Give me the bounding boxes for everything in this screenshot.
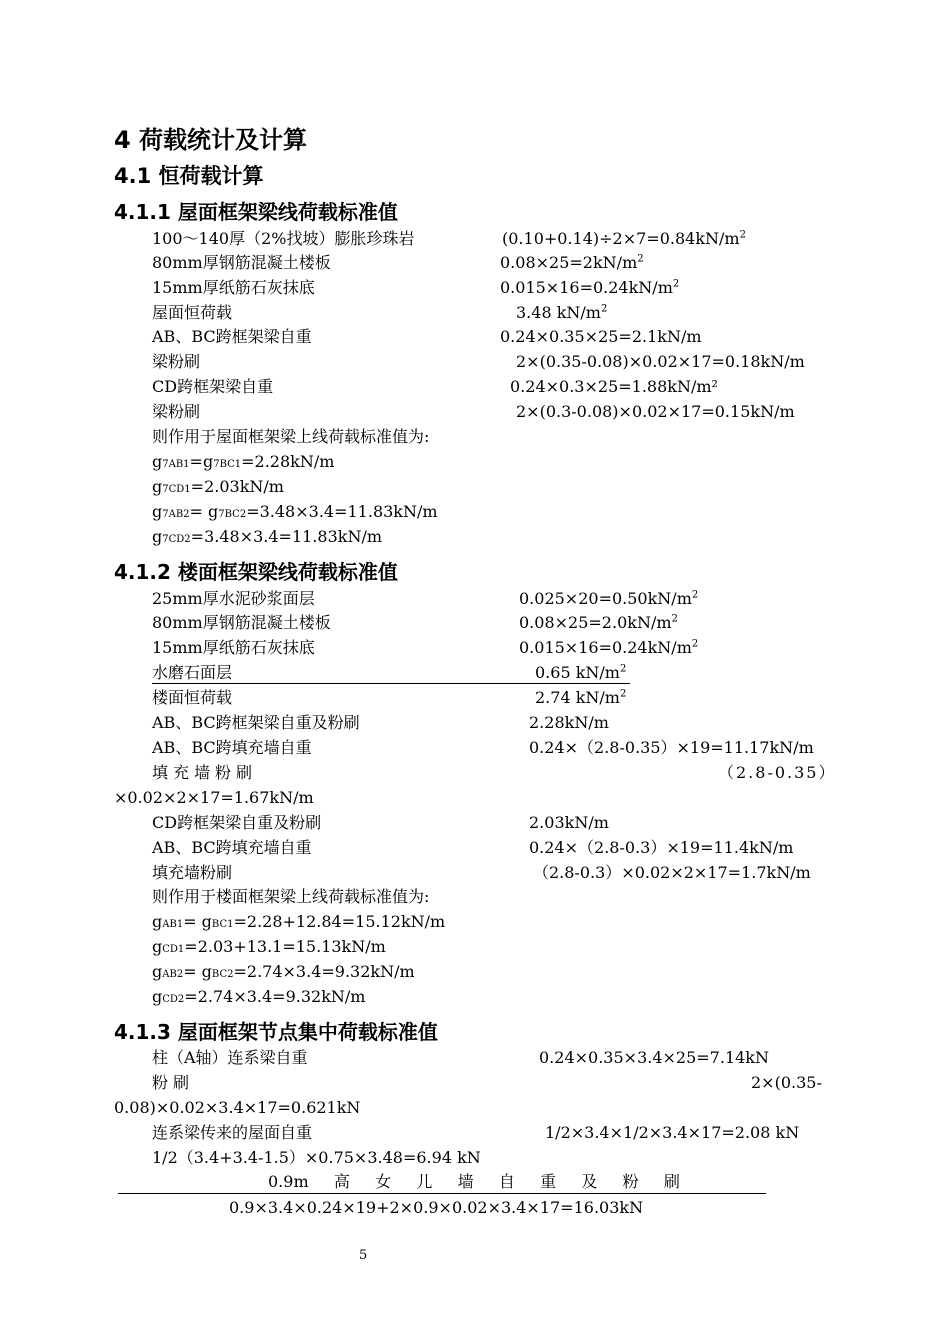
formula: g7AB2= g7BC2=3.48×3.4=11.83kN/m (152, 502, 438, 521)
chapter-title: 4 荷载统计及计算 (114, 126, 308, 154)
row-label: 80mm厚钢筋混凝土楼板 (152, 253, 331, 272)
row-value: 2×(0.35-0.08)×0.02×17=0.18kN/m (516, 352, 805, 371)
row-value: 0.24×0.3×25=1.88kN/m² (510, 377, 718, 396)
section-heading-4-1: 4.1 恒荷载计算 (114, 164, 264, 188)
row-label: 25mm厚水泥砂浆面层 (152, 589, 315, 608)
row-label: CD跨框架梁自重 (152, 377, 274, 396)
row-label: 100～140厚（2%找坡）膨胀珍珠岩 (152, 229, 415, 248)
row-value: 0.24×0.35×25=2.1kN/m (500, 327, 702, 346)
row-value-continued: 0.08)×0.02×3.4×17=0.621kN (114, 1098, 361, 1117)
row-value: $0.015\times 16=0.24kN/m^2$ (519, 638, 699, 657)
row-value-continued: ×0.02×2×17=1.67kN/m (114, 788, 314, 807)
formula: gAB2= gBC2=2.74×3.4=9.32kN/m (152, 962, 415, 981)
formula: g7AB1=g7BC1=2.28kN/m (152, 452, 335, 471)
row-text: 0.9×3.4×0.24×19+2×0.9×0.02×3.4×17=16.03kN (229, 1198, 644, 1217)
formula: gAB1= gBC1=2.28+12.84=15.12kN/m (152, 912, 446, 931)
row-label: 梁粉刷 (152, 352, 201, 371)
row-label: 连系梁传来的屋面自重 (152, 1123, 313, 1142)
row-value: $0.025\times 20=0.50kN/m^2$ (519, 589, 699, 608)
row-text: 1/2（3.4+3.4-1.5）×0.75×3.48=6.94 kN (152, 1148, 481, 1167)
row-label: 15mm厚纸筋石灰抹底 (152, 278, 315, 297)
row-label: 柱（A轴）连系梁自重 (152, 1048, 308, 1067)
section-heading-4-1-2: 4.1.2 楼面框架梁线荷载标准值 (114, 560, 398, 584)
row-label: 80mm厚钢筋混凝土楼板 (152, 613, 331, 632)
row-label: 填充墙粉刷 (152, 863, 233, 882)
formula: gCD2=2.74×3.4=9.32kN/m (152, 987, 366, 1006)
row-value: （2.8-0.3）×0.02×2×17=1.7kN/m (533, 863, 811, 882)
row-value: 2.28kN/m (529, 713, 609, 732)
note-text: 则作用于屋面框架梁上线荷载标准值为: (152, 427, 430, 446)
row-value: 1/2×3.4×1/2×3.4×17=2.08 kN (545, 1123, 800, 1142)
row-label: 水磨石面层 (152, 663, 233, 682)
row-value: 2.03kN/m (529, 813, 609, 832)
section-heading-4-1-1: 4.1.1 屋面框架梁线荷载标准值 (114, 200, 398, 224)
row-label: 梁粉刷 (152, 402, 201, 421)
row-value: $(0.10+0.14)\div 2\times 7=0.84kN/m^2$ (502, 229, 746, 248)
row-label: AB、BC跨填充墙自重 (152, 838, 312, 857)
row-value: （2.8-0.35） (718, 763, 837, 782)
sum-line (152, 683, 630, 684)
row-label: 填充墙粉刷 (152, 763, 258, 782)
row-label: AB、BC跨框架梁自重 (152, 327, 312, 346)
row-value: 0.24×0.35×3.4×25=7.14kN (539, 1048, 769, 1067)
row-label: 楼面恒荷载 (152, 688, 233, 707)
row-value: 3.48 $kN/m^2$ (516, 303, 608, 322)
row-label: 屋面恒荷载 (152, 303, 233, 322)
row-label: AB、BC跨填充墙自重 (152, 738, 312, 757)
sum-line (118, 1193, 766, 1194)
row-value: 0.24×（2.8-0.35）×19=11.17kN/m (529, 738, 814, 757)
section-heading-4-1-3: 4.1.3 屋面框架节点集中荷载标准值 (114, 1020, 438, 1044)
formula: g7CD2=3.48×3.4=11.83kN/m (152, 527, 383, 546)
row-value: 0.24×（2.8-0.3）×19=11.4kN/m (529, 838, 794, 857)
row-value: 2.74 $kN/m^2$ (535, 688, 627, 707)
row-value: $0.08\times 25=2.0kN/m^2$ (519, 613, 678, 632)
formula: gCD1=2.03+13.1=15.13kN/m (152, 937, 386, 956)
page-number: 5 (359, 1248, 368, 1263)
row-value: $0.015\times 16=0.24kN/m^2$ (500, 278, 680, 297)
formula: g7CD1=2.03kN/m (152, 477, 284, 496)
row-value: 0.65 $kN/m^2$ (535, 663, 627, 682)
row-value: 2×(0.3-0.08)×0.02×17=0.15kN/m (516, 402, 795, 421)
row-label: 粉刷 (152, 1073, 195, 1092)
note-text: 则作用于楼面框架梁上线荷载标准值为: (152, 887, 430, 906)
row-value: $0.08\times 25=2kN/m^2$ (500, 253, 644, 272)
row-value: 2×(0.35- (751, 1073, 822, 1092)
row-label: AB、BC跨框架梁自重及粉刷 (152, 713, 360, 732)
row-label-spaced: 0.9m 高 女 儿 墙 自 重 及 粉 刷 (268, 1172, 680, 1191)
row-label: 15mm厚纸筋石灰抹底 (152, 638, 315, 657)
row-label: CD跨框架梁自重及粉刷 (152, 813, 322, 832)
